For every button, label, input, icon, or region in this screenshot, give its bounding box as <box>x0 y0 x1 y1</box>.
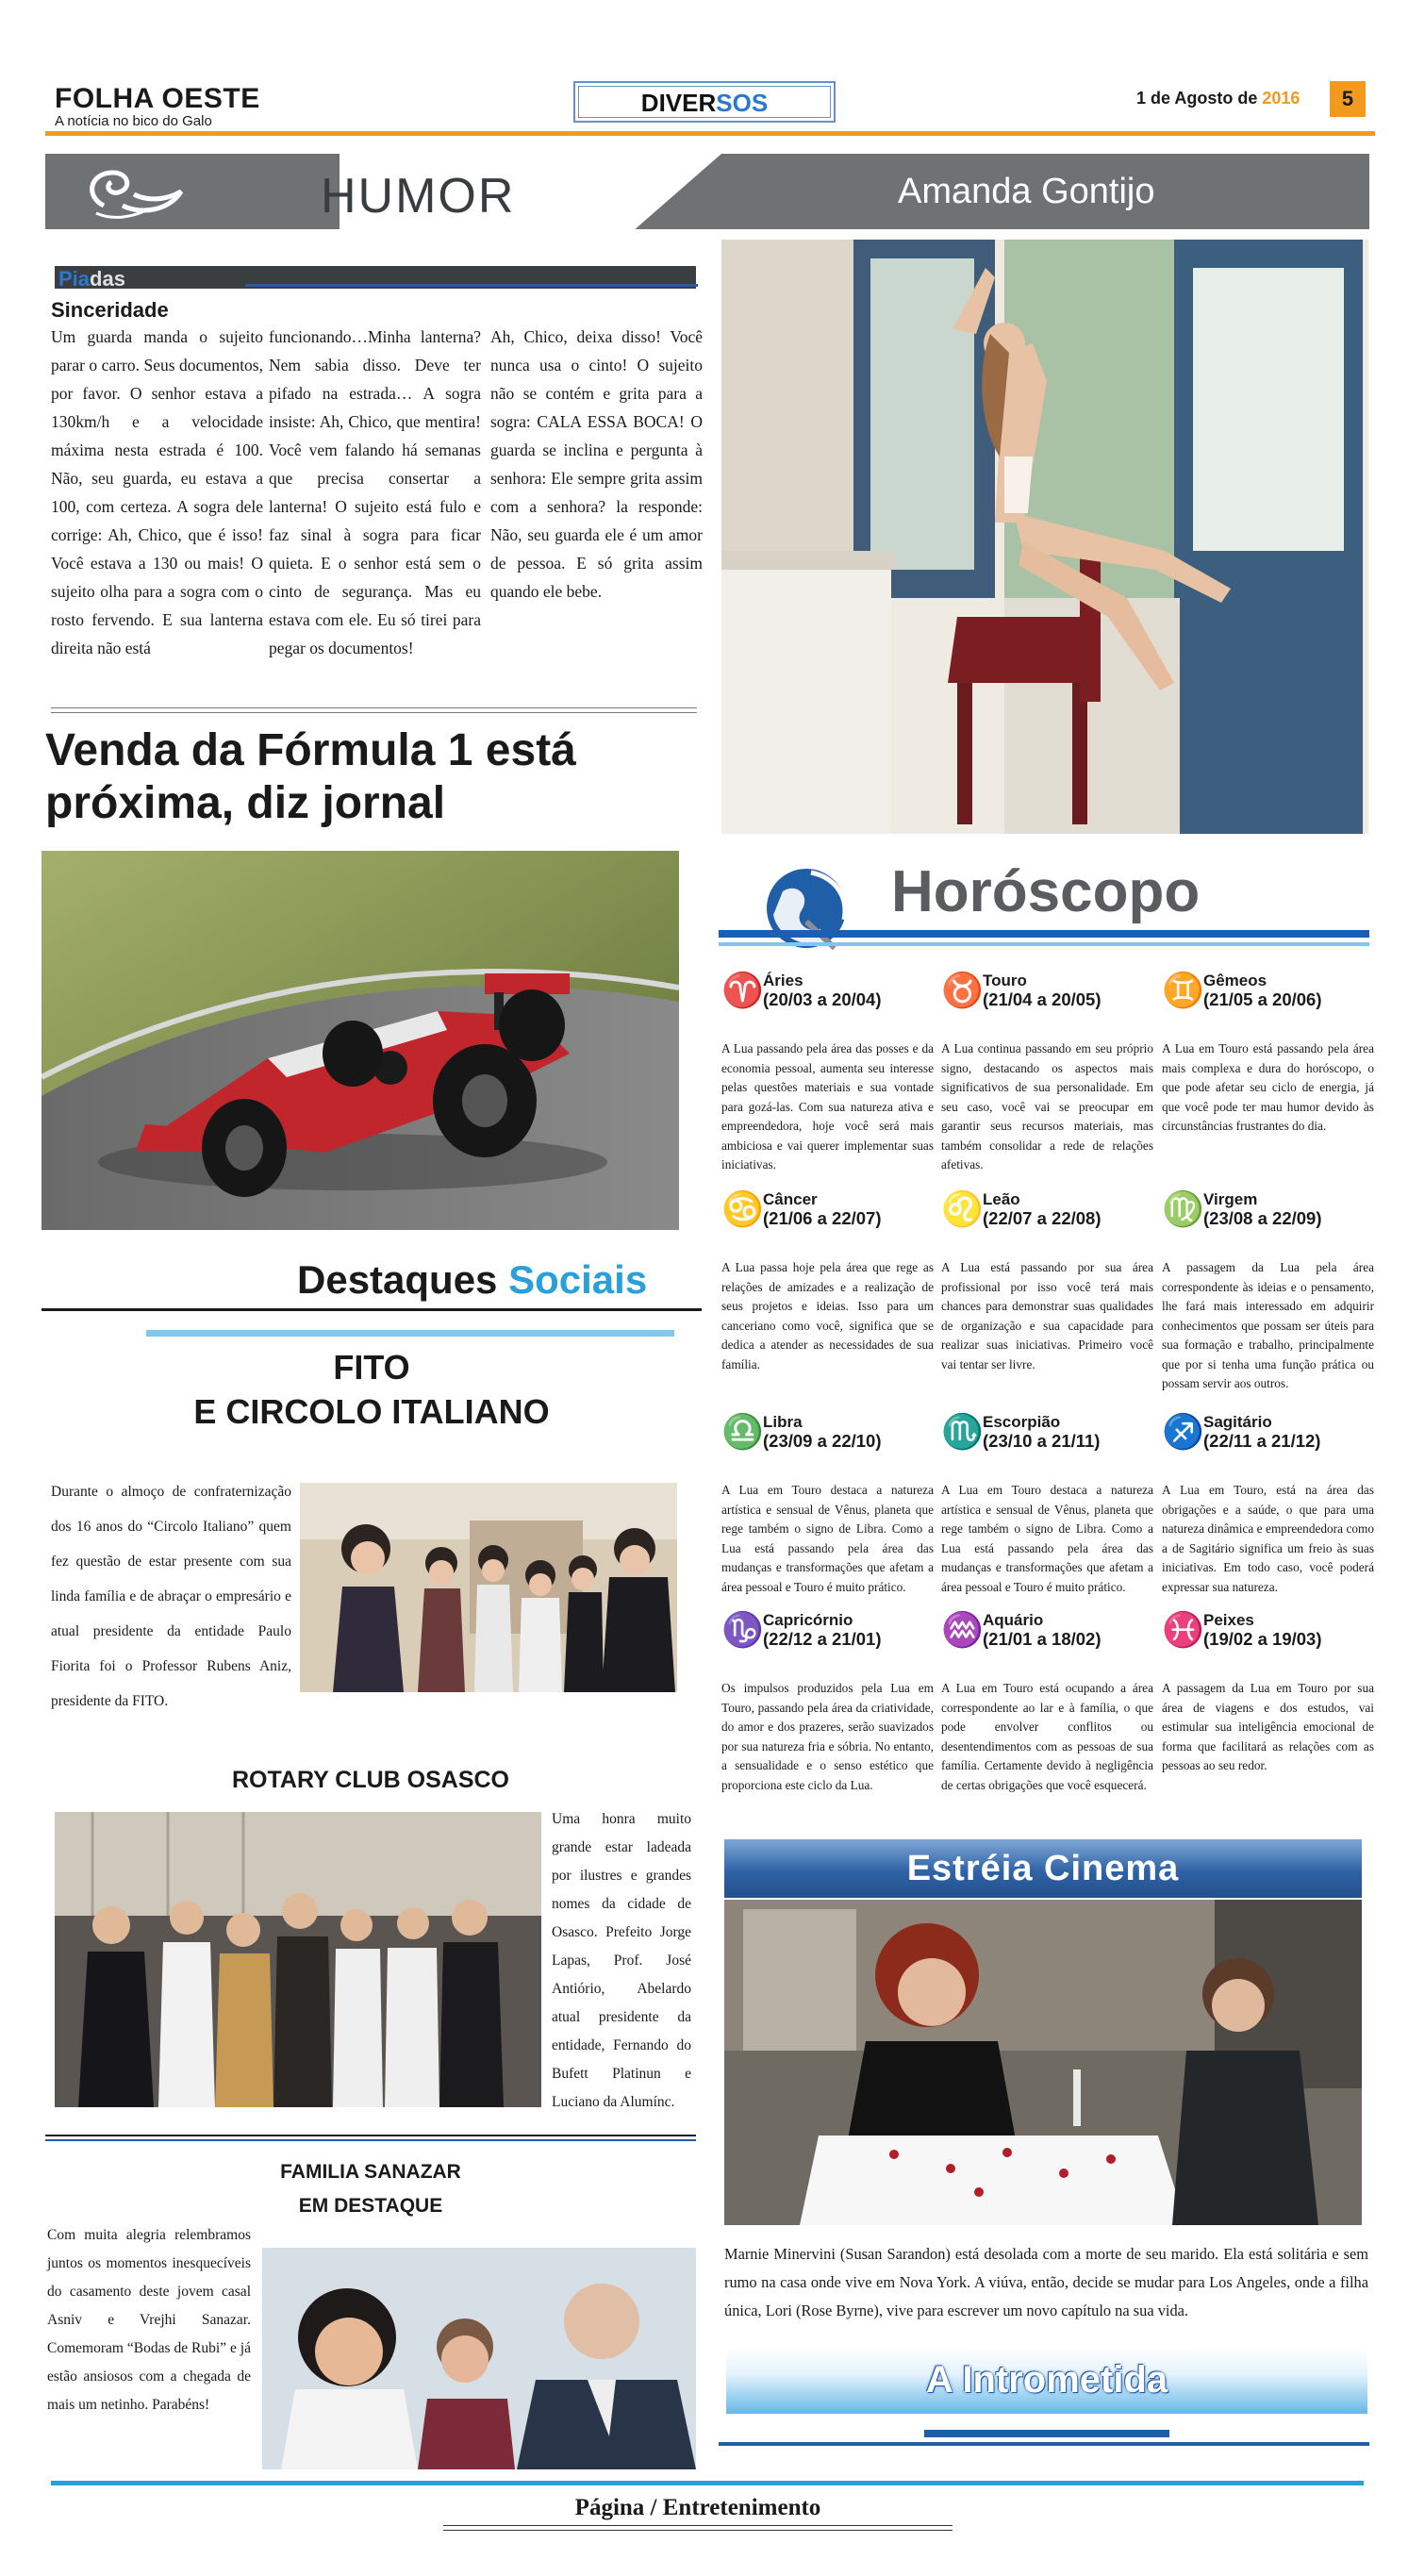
sign-range: (23/09 a 22/10) <box>763 1431 882 1451</box>
section-label-part2: SOS <box>716 89 769 117</box>
sign-text: A Lua continua passando em seu próprio signo, destacando os aspectos mais significativos de sua personalidade. Em seu caso, você vai se preocupar em garantir seus recursos materiais, mas também consolidar a rede de relações afetivas. <box>941 1041 1153 1172</box>
section-label-part1: DIVER <box>640 89 717 117</box>
piadas-header-line <box>245 284 698 287</box>
sign-name: Áries <box>763 972 803 989</box>
sign-text: A Lua em Touro destaca a natureza artística e sensual de Vênus, planeta que rege também o signo de Libra. Como a Lua está passando pela área das mudanças e transformações que afetam a área pessoal e Touro é muito prático. <box>941 1483 1153 1594</box>
rotary-group-photo <box>55 1812 541 2107</box>
section-label-box <box>573 81 836 123</box>
fito-headline-line1: FITO <box>333 1348 410 1387</box>
fito-headline <box>41 1345 702 1434</box>
sign-range: (21/06 a 22/07) <box>763 1208 882 1228</box>
sign-text: A Lua passando pela área das posses e da economia pessoal, aumenta seu interesse pelas questões materiais e sua vontade para gozá-las. Com sua natureza ativa e empreendedora, hoje você será mais ambiciosa e vai querer implementar suas iniciativas. <box>721 1041 934 1172</box>
footer-rule <box>51 2481 1364 2485</box>
piadas-bottom-rule <box>51 707 697 713</box>
aries-icon: ♈ <box>721 972 764 1009</box>
cancer-icon: ♋ <box>721 1190 764 1228</box>
newspaper-tagline: A notícia no bico do Galo <box>55 113 212 129</box>
sagittarius-icon: ♐ <box>1162 1413 1204 1451</box>
horoscope-accent-rule <box>719 942 1369 946</box>
sign-name: Touro <box>983 972 1027 989</box>
fito-headline-line2: E CIRCOLO ITALIANO <box>193 1392 550 1431</box>
sign-name: Escorpião <box>983 1413 1061 1431</box>
piadas-label-a: Pia <box>58 267 91 291</box>
sign-text: A Lua em Touro está passando pela área mais complexa e dura do horóscopo, o que pode afetar seu ciclo de energia, já que você pode ter mau humor devido às circunstâncias frustrantes do dia. <box>1162 1041 1374 1133</box>
cinema-still-photo <box>724 1900 1362 2225</box>
page-number-badge: 5 <box>1330 81 1366 117</box>
destaques-accent-rule <box>146 1330 674 1337</box>
familia-article-text: Com muita alegria relembramos juntos os momentos inesquecíveis do casamento deste jovem casal Asniv e Vrejhi Sanazar. Comemoram “Bodas de Rubi” e já estão ansiosos com a chegada de mais um netinho. Parabéns! <box>47 2227 251 2413</box>
sign-name: Aquário <box>983 1611 1044 1629</box>
author-name: Amanda Gontijo <box>898 172 1155 211</box>
horoscope-rule <box>719 930 1369 938</box>
destaques-title-a: Destaques <box>297 1257 509 1302</box>
sign-range: (21/04 a 20/05) <box>983 989 1102 1009</box>
gemini-icon: ♊ <box>1162 972 1204 1009</box>
sign-range: (21/05 a 20/06) <box>1203 989 1322 1009</box>
swirl-logo-icon <box>75 158 189 224</box>
joke-column-3: Ah, Chico, deixa disso! Você nunca usa o cinto! O sujeito não se contém e grita para a sogra: CALA ESSA BOCA! O guarda se inclina e pergunta à senhora: Ele sempre grita assim com a senhora? la responde: Não, seu guarda ele é um amor de pessoa. E só grita assim quando ele bebe. <box>490 327 703 601</box>
sign-range: (19/02 a 19/03) <box>1203 1629 1322 1649</box>
scorpio-icon: ♏ <box>941 1413 984 1451</box>
sign-name: Sagitário <box>1203 1413 1272 1431</box>
masthead-divider <box>45 131 1375 136</box>
footer-label: Página / Entretenimento <box>574 2495 821 2520</box>
humor-title: HUMOR <box>321 169 516 224</box>
sign-text: A Lua em Touro destaca a natureza artística e sensual de Vênus, planeta que rege também o signo de Libra. Como a Lua está passando pela área das mudanças e transformações que afetam a área pessoal e Touro é muito prático. <box>721 1483 934 1594</box>
destaques-title <box>297 1257 647 1303</box>
sign-name: Peixes <box>1203 1611 1254 1629</box>
familia-headline-line2: EM DESTAQUE <box>298 2195 443 2217</box>
sign-range: (23/08 a 22/09) <box>1203 1208 1322 1228</box>
pisces-icon: ♓ <box>1162 1611 1204 1649</box>
joke-column-1: Um guarda manda o sujeito parar o carro. Seus documentos, por favor. O senhor estava a 130km/h e a velocidade máxima nesta estrada é 100. Não, seu guarda, eu estava a 100, com certeza. A sogra dele corrige: Ah, Chico, que é isso! Você estava a 130 ou mais! O sujeito olha para a sogra com o rosto fervendo. E sua lanterna direita não está <box>51 327 263 657</box>
newspaper-brand: FOLHA OESTE <box>55 83 260 114</box>
horoscope-title: Horóscopo <box>891 859 1201 924</box>
sign-name: Câncer <box>763 1190 818 1208</box>
intrometida-title: A Intrometida <box>925 2359 1168 2401</box>
familia-rule <box>45 2135 696 2141</box>
sign-name: Gêmeos <box>1203 972 1267 989</box>
sign-text: A passagem da Lua em Touro por sua área de viagens e dos estudos, vai estimular sua inteligência emocional de forma que facilitará as relações com as pessoas ao seu redor. <box>1162 1681 1374 1772</box>
issue-date-prefix: 1 de Agosto de <box>1136 89 1263 108</box>
capricorn-icon: ♑ <box>721 1611 764 1649</box>
leo-icon: ♌ <box>941 1190 984 1228</box>
piadas-label-b: das <box>90 267 125 291</box>
familia-headline-line1: FAMILIA SANAZAR <box>280 2161 461 2183</box>
virgo-icon: ♍ <box>1162 1190 1204 1228</box>
f1-car-photo <box>41 851 679 1230</box>
sign-text: A Lua está passando por sua área profissional por isso você terá mais chances para demonstrar suas qualidades de organização e sua capacidade para realizar suas iniciativas. Primeiro você vai tentar ser livre. <box>941 1260 1153 1371</box>
sign-text: A Lua passa hoje pela área que rege as relações de amizades e a realização de seus projetos e ideias. Isso para um canceriano como você, significa que se dedica a atender as necessidades de sua família. <box>721 1260 934 1371</box>
issue-date-year: 2016 <box>1262 89 1300 108</box>
intrometida-bottom-rule <box>719 2442 1369 2446</box>
destaques-rule <box>41 1308 702 1311</box>
sign-name: Leão <box>983 1190 1020 1208</box>
footer-underline <box>443 2525 952 2531</box>
intrometida-rule <box>924 2430 1169 2437</box>
sign-range: (22/11 a 21/12) <box>1203 1431 1321 1451</box>
section-label <box>578 86 831 118</box>
libra-icon: ♎ <box>721 1413 764 1451</box>
taurus-icon: ♉ <box>941 972 984 1009</box>
sign-range: (23/10 a 21/11) <box>983 1431 1101 1451</box>
destaques-title-b: Sociais <box>508 1257 648 1302</box>
cinema-synopsis: Marnie Minervini (Susan Sarandon) está desolada com a morte de seu marido. Ela está solitária e sem rumo na casa onde vive em Nova York. A viúva, então, decide se mudar para Los Angeles, onde a filha única, Lori (Rose Byrne), vive para escrever um novo capítulo na sua vida. <box>724 2245 1368 2319</box>
sign-range: (20/03 a 20/04) <box>763 989 882 1009</box>
sign-name: Virgem <box>1203 1190 1258 1208</box>
familia-headline <box>45 2155 696 2223</box>
sign-text: A passagem da Lua pela área correspondente às ideias e o pensamento, lhe fará mais interessado em adquirir conhecimentos que possam ser úteis para sua formação e trabalho, principalmente que por si tenha uma função prática ou possam servir aos outros. <box>1162 1260 1374 1390</box>
sign-name: Libra <box>763 1413 803 1431</box>
model-photo <box>721 240 1368 834</box>
horoscope-globe-icon <box>754 854 868 956</box>
rotary-article-text: Uma honra muito grande estar ladeada por ilustres e grandes nomes da cidade de Osasco. Prefeito Jorge Lapas, Prof. José Antiório, Abelardo atual presidente da entidade, Fernando do Bufett Platinun e Luciano da Alumínc. <box>552 1811 691 2110</box>
rotary-headline: ROTARY CLUB OSASCO <box>232 1767 509 1793</box>
fito-group-photo <box>300 1483 677 1692</box>
f1-headline: Venda da Fórmula 1 está próxima, diz jornal <box>45 725 576 828</box>
familia-group-photo <box>262 2248 696 2469</box>
fito-article-text: Durante o almoço de confraternização dos 16 anos do “Circolo Italiano” quem fez questão de estar presente com sua linda família e de abraçar o empresário e atual presidente da entidade Paulo Fiorita foi o Professor Rubens Aniz, presidente da FITO. <box>51 1484 291 1709</box>
piadas-label <box>58 267 125 291</box>
cinema-title: Estréia Cinema <box>906 1849 1180 1888</box>
aquarius-icon: ♒ <box>941 1611 984 1649</box>
sign-range: (22/07 a 22/08) <box>983 1208 1102 1228</box>
sign-range: (21/01 a 18/02) <box>983 1629 1102 1649</box>
sign-text: A Lua em Touro, está na área das obrigações e a saúde, o que para uma natureza dinâmica e empreendedora como a de Sagitário significa um freio às suas iniciativas. Em todo caso, você poderá expressar sua natureza. <box>1162 1483 1374 1594</box>
sign-text: Os impulsos produzidos pela Lua em Touro, passando pela área da criatividade, do amor e dos prazeres, serão suavizados por sua natureza fria e sóbria. No entanto, a sensualidade e o senso estético que proporciona este ciclo da Lua. <box>721 1681 934 1792</box>
sign-range: (22/12 a 21/01) <box>763 1629 882 1649</box>
joke-column-2: funcionando…Minha lanterna? Nem sabia disso. Deve ter pifado na estrada… A sogra insiste: Ah, Chico, que mentira! Você vem falando há semanas que precisa consertar a lanterna! O sujeito está fulo e faz sinal à sogra para ficar quieta. E o senhor está sem o cinto de segurança. Mas eu estava com ele. Eu só tirei para pegar os documentos! <box>269 327 481 657</box>
issue-date <box>1136 89 1300 108</box>
joke-title: Sinceridade <box>51 298 169 322</box>
sign-text: A Lua em Touro está ocupando a área correspondente ao lar e à família, o que pode envolver conflitos ou desentendimentos com as pessoas de sua família. Certamente devido à negligência de certas obrigações que você esquecerá. <box>941 1681 1153 1792</box>
sign-name: Capricórnio <box>763 1611 853 1629</box>
